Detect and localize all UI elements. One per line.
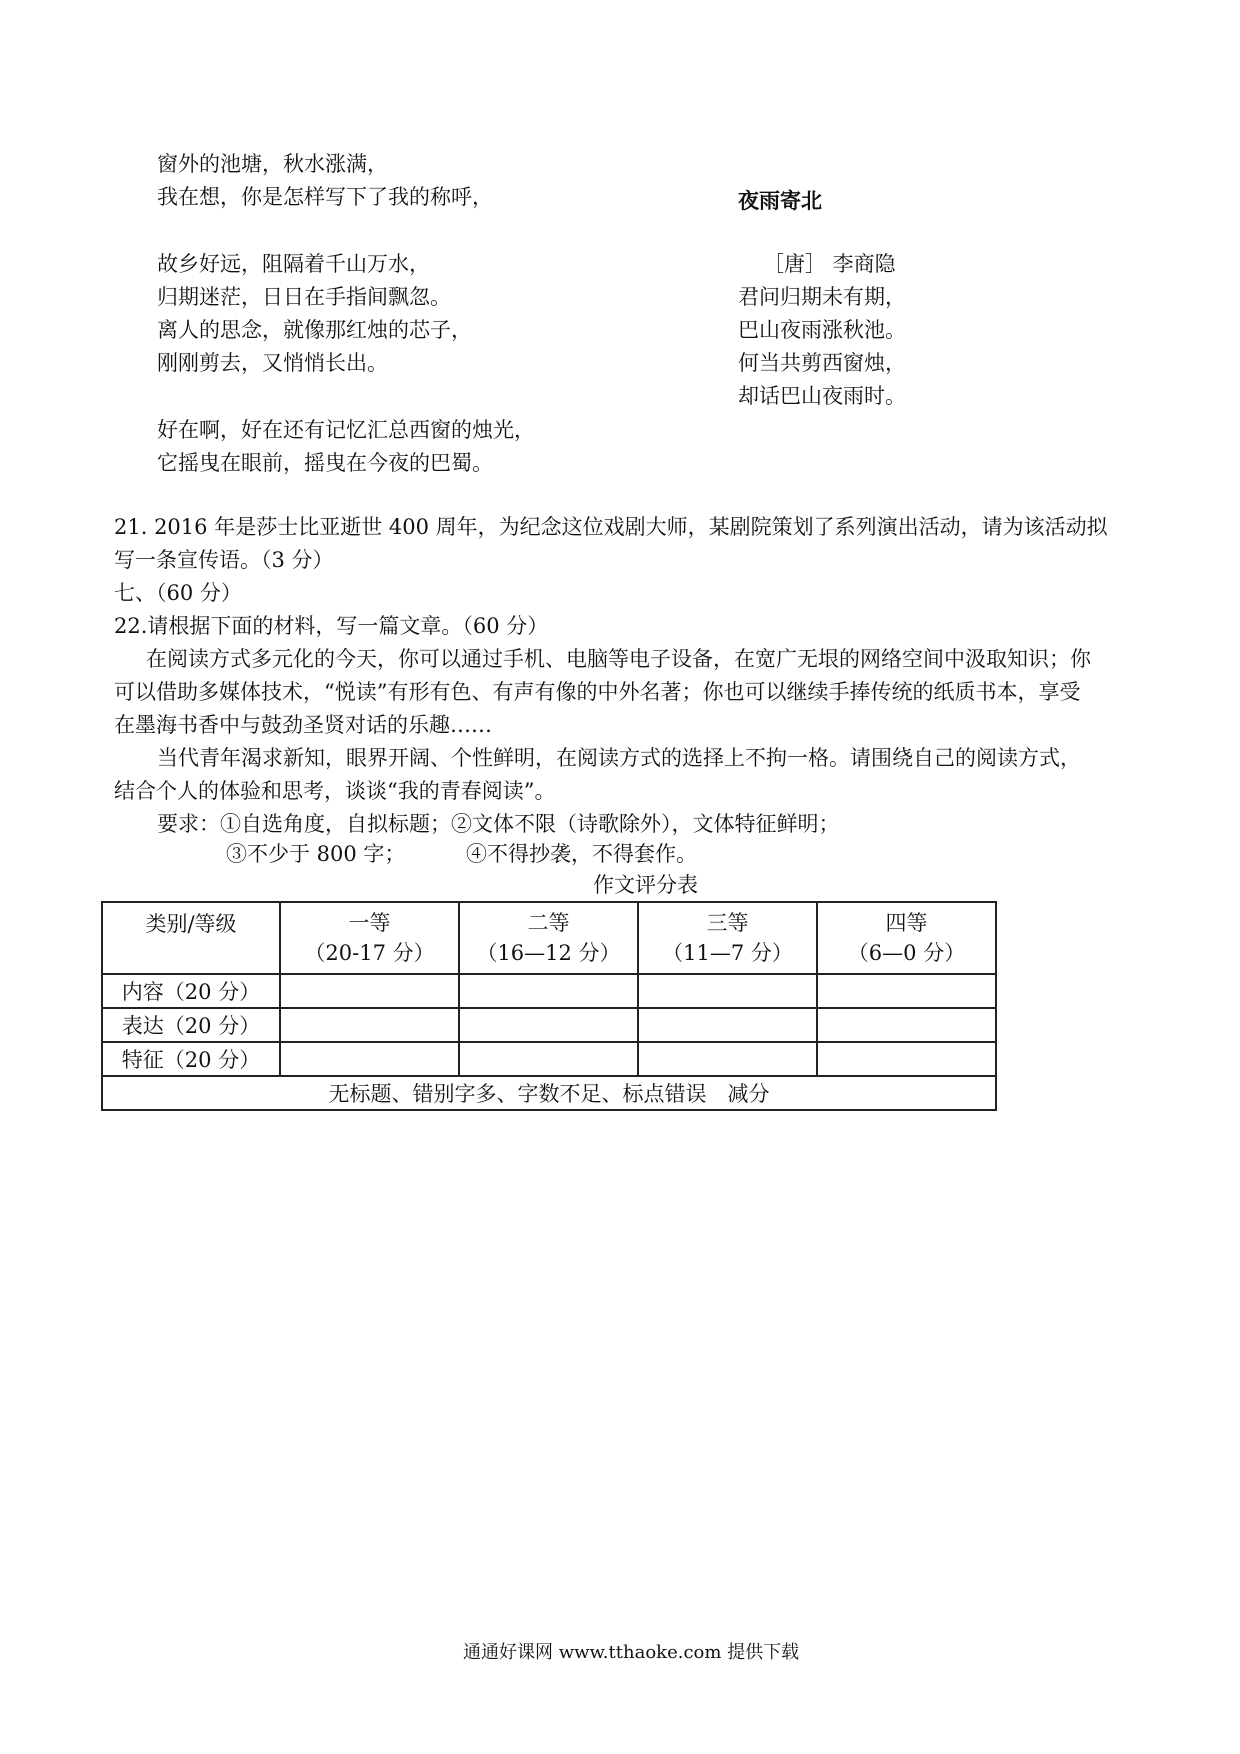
table-cell: [638, 1042, 817, 1076]
poem-line: 何当共剪西窗烛，: [738, 351, 906, 375]
poem-line: 君问归期未有期，: [738, 285, 906, 309]
poem-line: 巴山夜雨涨秋池。: [738, 318, 906, 342]
table-cell: [817, 974, 996, 1008]
material-paragraph-line: 在墨海书香中与鼓劲圣贤对话的乐趣……: [114, 713, 492, 737]
table-cell: [817, 1008, 996, 1042]
poem-line: 好在啊，好在还有记忆汇总西窗的烛光，: [157, 418, 535, 442]
table-corner-cell: [102, 902, 280, 974]
grading-table: [101, 901, 997, 1111]
grade-range: （20-17 分）: [304, 941, 435, 965]
poem-line: 刚刚剪去，又悄悄长出。: [157, 351, 388, 375]
table-row: [102, 1008, 996, 1042]
poem-line: 离人的思念，就像那红烛的芯子，: [157, 318, 472, 342]
grade-name: 四等: [885, 911, 928, 935]
table-header-row: [102, 902, 996, 974]
requirements-line: ③不少于 800 字；: [226, 842, 406, 866]
row-label: 内容（20 分）: [102, 974, 280, 1008]
grade-range: （16—12 分）: [476, 941, 621, 965]
row-label: 表达（20 分）: [102, 1008, 280, 1042]
table-row: [102, 974, 996, 1008]
material-paragraph-line: 当代青年渴求新知，眼界开阔、个性鲜明，在阅读方式的选择上不拘一格。请围绕自己的阅读方式，: [157, 746, 1081, 770]
grade-header-cell: [638, 902, 817, 974]
requirements-line: ④不得抄袭，不得套作。: [466, 842, 697, 866]
table-cell: [280, 1008, 459, 1042]
table-caption: 作文评分表: [593, 873, 698, 897]
table-cell: [817, 1042, 996, 1076]
table-cell: [638, 1008, 817, 1042]
grade-header-cell: [280, 902, 459, 974]
poem-line: 却话巴山夜雨时。: [738, 384, 906, 408]
material-paragraph-line: 在阅读方式多元化的今天，你可以通过手机、电脑等电子设备，在宽广无垠的网络空间中汲取知识；你: [146, 647, 1091, 671]
page-footer: 通通好课网 www.tthaoke.com 提供下载: [463, 1642, 800, 1663]
grade-range: （6—0 分）: [847, 941, 966, 965]
row-label: 特征（20 分）: [102, 1042, 280, 1076]
poem-line: 它摇曳在眼前，摇曳在今夜的巴蜀。: [157, 451, 493, 475]
requirements-line: 要求：①自选角度，自拟标题；②文体不限（诗歌除外），文体特征鲜明；: [157, 812, 840, 836]
poem-line: 窗外的池塘，秋水涨满，: [157, 152, 388, 176]
table-cell: [459, 1008, 638, 1042]
material-paragraph-line: 可以借助多媒体技术，“悦读”有形有色、有声有像的中外名著；你也可以继续手捧传统的纸质书本，享受: [114, 680, 1081, 704]
table-cell: [459, 974, 638, 1008]
grade-name: 一等: [348, 911, 391, 935]
deduction-cell: 无标题、错别字多、字数不足、标点错误 减分: [102, 1076, 996, 1110]
poem-line: 归期迷茫，日日在手指间飘忽。: [157, 285, 451, 309]
table-cell: [280, 1042, 459, 1076]
deduction-row: [102, 1076, 996, 1110]
corner-label: 类别/等级: [145, 912, 237, 936]
table-row: [102, 1042, 996, 1076]
material-paragraph-line: 结合个人的体验和思考，谈谈“我的青春阅读”。: [114, 779, 556, 803]
poem-title: 夜雨寄北: [738, 188, 822, 213]
table-cell: [280, 974, 459, 1008]
question-22-heading: 22.请根据下面的材料，写一篇文章。（60 分）: [114, 614, 549, 638]
poem-line: 故乡好远，阻隔着千山万水，: [157, 252, 430, 276]
grade-name: 三等: [706, 911, 749, 935]
section-heading: 七、（60 分）: [114, 581, 242, 605]
question-21-line2: 写一条宣传语。（3 分）: [114, 548, 334, 572]
grade-name: 二等: [527, 911, 570, 935]
poem-line: 我在想，你是怎样写下了我的称呼，: [157, 185, 493, 209]
table-cell: [638, 974, 817, 1008]
question-21-line1: 21. 2016 年是莎士比亚逝世 400 周年，为纪念这位戏剧大师，某剧院策划了系列演出活动，请为该活动拟: [114, 515, 1108, 539]
poem-author: ［唐］ 李商隐: [763, 252, 896, 276]
table-cell: [459, 1042, 638, 1076]
grade-range: （11—7 分）: [662, 941, 793, 965]
grade-header-cell: [817, 902, 996, 974]
grade-header-cell: [459, 902, 638, 974]
